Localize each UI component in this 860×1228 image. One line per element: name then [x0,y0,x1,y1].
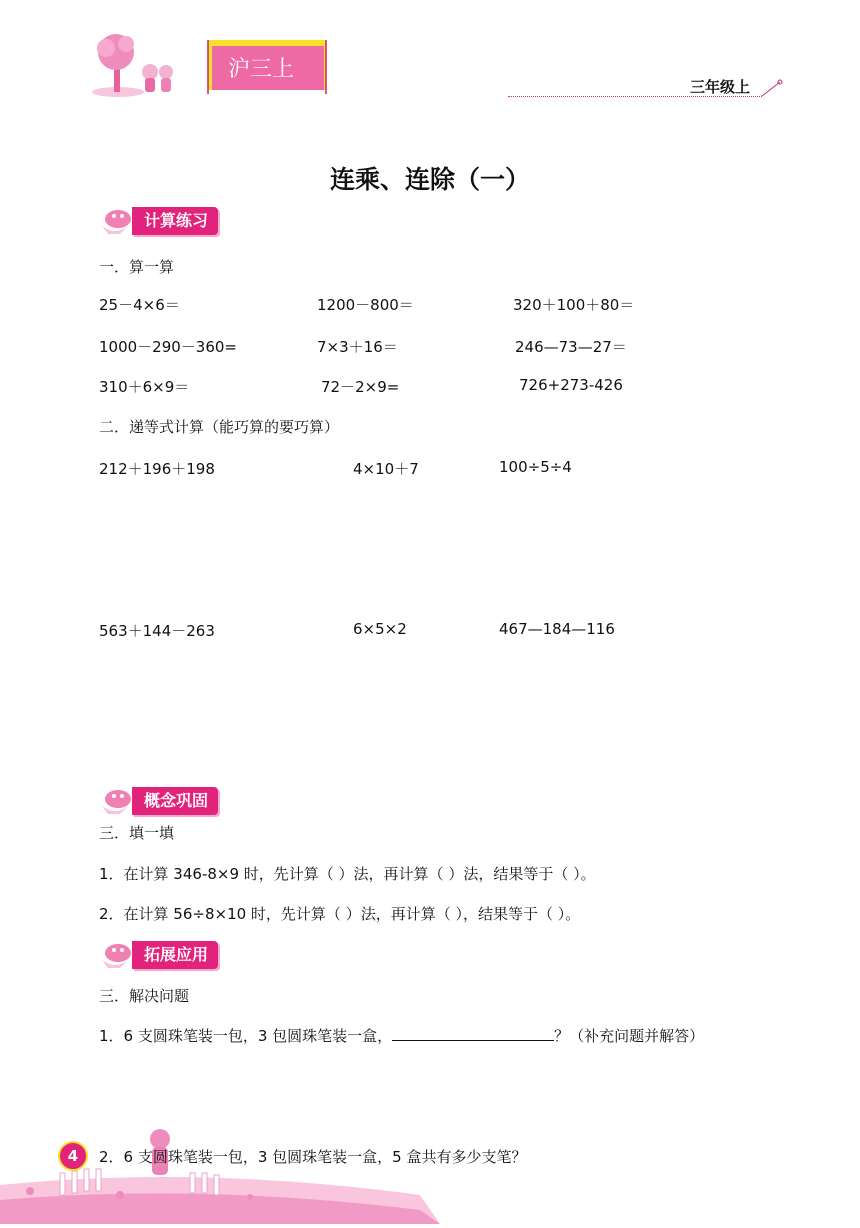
calc-item: 212＋196＋198 [99,460,215,478]
calc-item: 25－4×6＝ [99,296,180,314]
page-number: 4 [67,1147,79,1165]
apply-item-1 [99,1025,704,1046]
page-number-badge [58,1141,88,1171]
answer-blank[interactable] [392,1026,554,1041]
apply-item-1-text: 1．6 支圆珠笔装一包，3 包圆珠笔装一盒， [99,1027,393,1045]
calc-item: 726+273-426 [519,376,623,394]
bird-icon [98,786,132,816]
calc-item: 7×3＋16＝ [317,338,398,356]
calc-item: 1200－800＝ [317,296,414,314]
concept-item-2: 2．在计算 56÷8×10 时，先计算（ ）法，再计算（ ），结果等于（ ）。 [99,905,581,923]
header-dotted-line [508,96,762,97]
page-title: 连乘、连除（一） [329,165,530,194]
calc-item: 4×10＋7 [353,460,419,478]
calc-part1-heading: 一．算一算 [99,258,175,276]
calc-item: 320＋100＋80＝ [513,296,635,314]
section-badge-calc-label: 计算练习 [132,207,218,235]
apply-item-2: 2．6 支圆珠笔装一包，3 包圆珠笔装一盒，5 盒共有多少支笔？ [99,1148,527,1166]
calc-item: 72－2×9= [321,378,400,396]
calc-item: 310＋6×9＝ [99,378,190,396]
header-illustration [88,30,188,100]
calc-item: 246—73—27＝ [515,338,627,356]
footer-decoration [0,1125,440,1224]
header-tag [206,38,330,96]
apply-heading: 三．解决问题 [99,987,190,1005]
calc-item: 100÷5÷4 [499,458,572,476]
bird-icon [98,206,132,236]
calc-item: 6×5×2 [353,620,407,638]
concept-heading: 三．填一填 [99,824,175,842]
concept-item-1: 1．在计算 346-8×9 时，先计算（ ）法，再计算（ ）法，结果等于（ ）。 [99,865,596,883]
bird-icon [98,940,132,970]
header-tag-label: 沪三上 [228,57,295,82]
section-badge-calc [98,206,218,236]
section-badge-apply-label: 拓展应用 [132,941,218,969]
pencil-icon [760,78,784,102]
section-badge-apply [98,940,218,970]
calc-item: 563＋144－263 [99,622,215,640]
calc-item: 467—184—116 [499,620,615,638]
section-badge-concept [98,786,218,816]
section-badge-concept-label: 概念巩固 [132,787,218,815]
apply-item-1-suffix: ？（补充问题并解答） [554,1027,705,1045]
grade-label: 三年级上 [690,78,751,96]
calc-part2-heading: 二．递等式计算（能巧算的要巧算） [99,418,340,436]
calc-item: 1000－290－360= [99,338,238,356]
